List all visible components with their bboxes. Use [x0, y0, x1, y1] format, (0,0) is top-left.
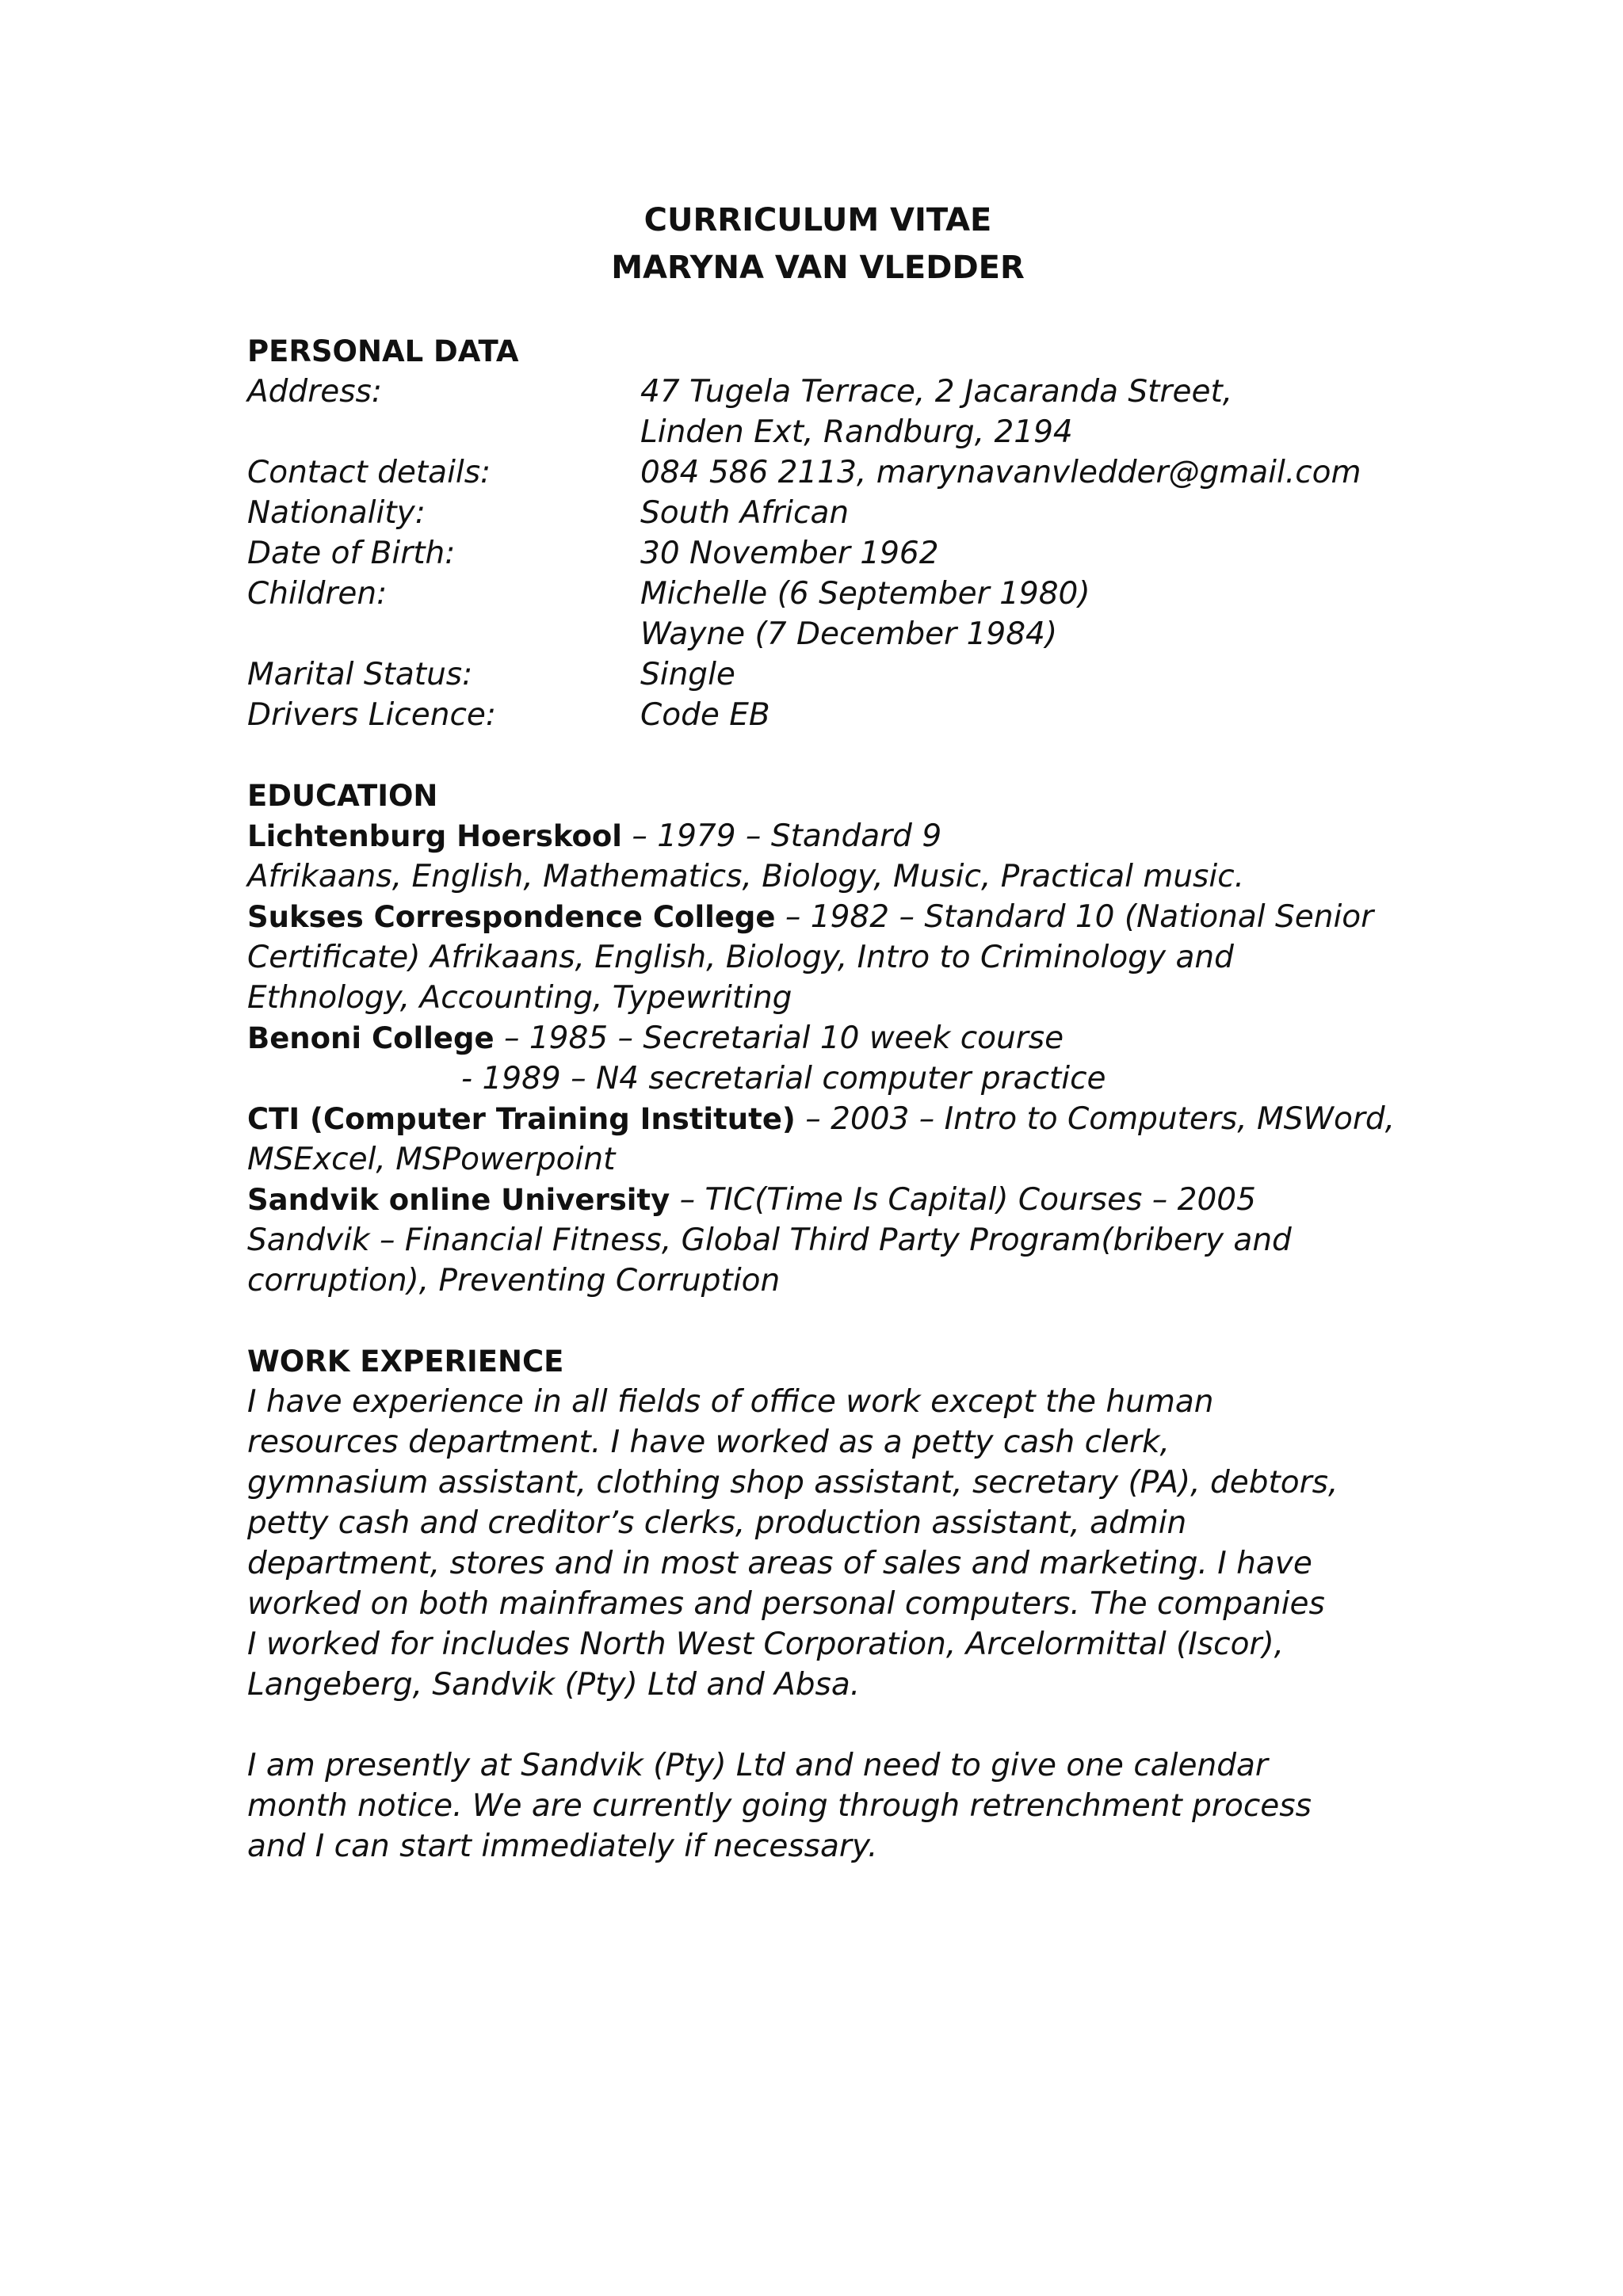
education-line	[247, 856, 1244, 897]
personal-row-licence	[247, 695, 770, 735]
title-block	[247, 196, 1420, 292]
work-paragraph-line: I worked for includes North West Corporation, Arcelormittal (Iscor),	[247, 1627, 1285, 1662]
row-label: Date of Birth:	[247, 536, 456, 571]
institution-name: CTI (Computer Training Institute)	[247, 1102, 796, 1136]
education-line	[247, 1018, 1064, 1058]
personal-row-children-2	[247, 614, 1057, 654]
education-line	[247, 897, 1373, 937]
row-value: Single	[640, 657, 735, 692]
document-title: CURRICULUM VITAE	[643, 202, 992, 238]
row-value: Linden Ext, Randburg, 2194	[640, 414, 1073, 450]
personal-row-dob	[247, 533, 939, 574]
row-label: Drivers Licence:	[247, 697, 497, 733]
work-paragraph-line: I have experience in all fields of office work except the human	[247, 1384, 1214, 1420]
row-value: South African	[640, 495, 850, 531]
education-detail: – 1979 – Standard 9	[621, 818, 942, 854]
education-detail: Certificate) Afrikaans, English, Biology, Intro to Criminology and	[247, 940, 1234, 975]
personal-data-heading: PERSONAL DATA	[247, 334, 519, 368]
row-label: Contact details:	[247, 455, 491, 490]
personal-row-nationality	[247, 493, 849, 533]
education-detail: – 1985 – Secretarial 10 week course	[494, 1020, 1064, 1056]
row-value: Wayne (7 December 1984)	[640, 616, 1058, 652]
row-value: 30 November 1962	[640, 536, 939, 571]
institution-name: Sandvik online University	[247, 1183, 670, 1217]
personal-row-marital	[247, 654, 735, 695]
education-line	[247, 1058, 1106, 1099]
work-paragraph-line: resources department. I have worked as a petty cash clerk,	[247, 1425, 1170, 1460]
person-name: MARYNA VAN VLEDDER	[611, 250, 1025, 286]
education-detail: Ethnology, Accounting, Typewriting	[247, 980, 792, 1016]
education-detail: – 1982 – Standard 10 (National Senior	[775, 899, 1374, 935]
row-value: Michelle (6 September 1980)	[640, 576, 1090, 612]
personal-row-address-2	[247, 412, 1073, 452]
row-label: Marital Status:	[247, 657, 473, 692]
education-heading: EDUCATION	[247, 779, 438, 813]
row-label: Children:	[247, 576, 388, 612]
education-line	[247, 1139, 615, 1180]
education-line	[247, 816, 941, 856]
row-label: Nationality:	[247, 495, 426, 531]
work-paragraph-line: Langeberg, Sandvik (Pty) Ltd and Absa.	[247, 1667, 861, 1703]
personal-row-address	[247, 372, 1232, 412]
notice-paragraph-line: I am presently at Sandvik (Pty) Ltd and need to give one calendar	[247, 1748, 1268, 1783]
work-paragraph-line: worked on both mainframes and personal computers. The companies	[247, 1586, 1325, 1622]
institution-name: Lichtenburg Hoerskool	[247, 819, 622, 853]
notice-paragraph-line: month notice. We are currently going through retrenchment process	[247, 1788, 1312, 1824]
personal-row-contact	[247, 452, 1361, 493]
education-line	[247, 1180, 1256, 1220]
education-detail: – 2003 – Intro to Computers, MSWord,	[795, 1101, 1396, 1137]
work-paragraph-line: petty cash and creditor’s clerks, production assistant, admin	[247, 1505, 1187, 1541]
institution-name: Sukses Correspondence College	[247, 900, 776, 934]
work-paragraph-line: gymnasium assistant, clothing shop assistant, secretary (PA), debtors,	[247, 1465, 1338, 1501]
education-detail: - 1989 – N4 secretarial computer practice	[461, 1061, 1106, 1097]
education-detail: Sandvik – Financial Fitness, Global Third Party Program(bribery and	[247, 1222, 1292, 1258]
notice-paragraph-line: and I can start immediately if necessary.	[247, 1829, 878, 1864]
education-line	[247, 978, 792, 1018]
education-detail: Afrikaans, English, Mathematics, Biology, Music, Practical music.	[247, 859, 1245, 894]
education-detail: – TIC(Time Is Capital) Courses – 2005	[670, 1182, 1256, 1218]
education-line	[247, 1099, 1395, 1139]
personal-row-children	[247, 574, 1090, 614]
education-line	[247, 1261, 780, 1301]
row-value: 47 Tugela Terrace, 2 Jacaranda Street,	[640, 374, 1233, 410]
education-line	[247, 1220, 1292, 1261]
work-experience-heading: WORK EXPERIENCE	[247, 1344, 564, 1379]
education-detail: MSExcel, MSPowerpoint	[247, 1142, 616, 1177]
institution-name: Benoni College	[247, 1021, 495, 1055]
row-label: Address:	[247, 374, 382, 410]
row-value: Code EB	[640, 697, 770, 733]
work-paragraph-line: department, stores and in most areas of sales and marketing. I have	[247, 1546, 1312, 1581]
education-line	[247, 937, 1234, 978]
education-detail: corruption), Preventing Corruption	[247, 1263, 781, 1299]
row-value: 084 586 2113, marynavanvledder@gmail.com	[640, 455, 1361, 490]
